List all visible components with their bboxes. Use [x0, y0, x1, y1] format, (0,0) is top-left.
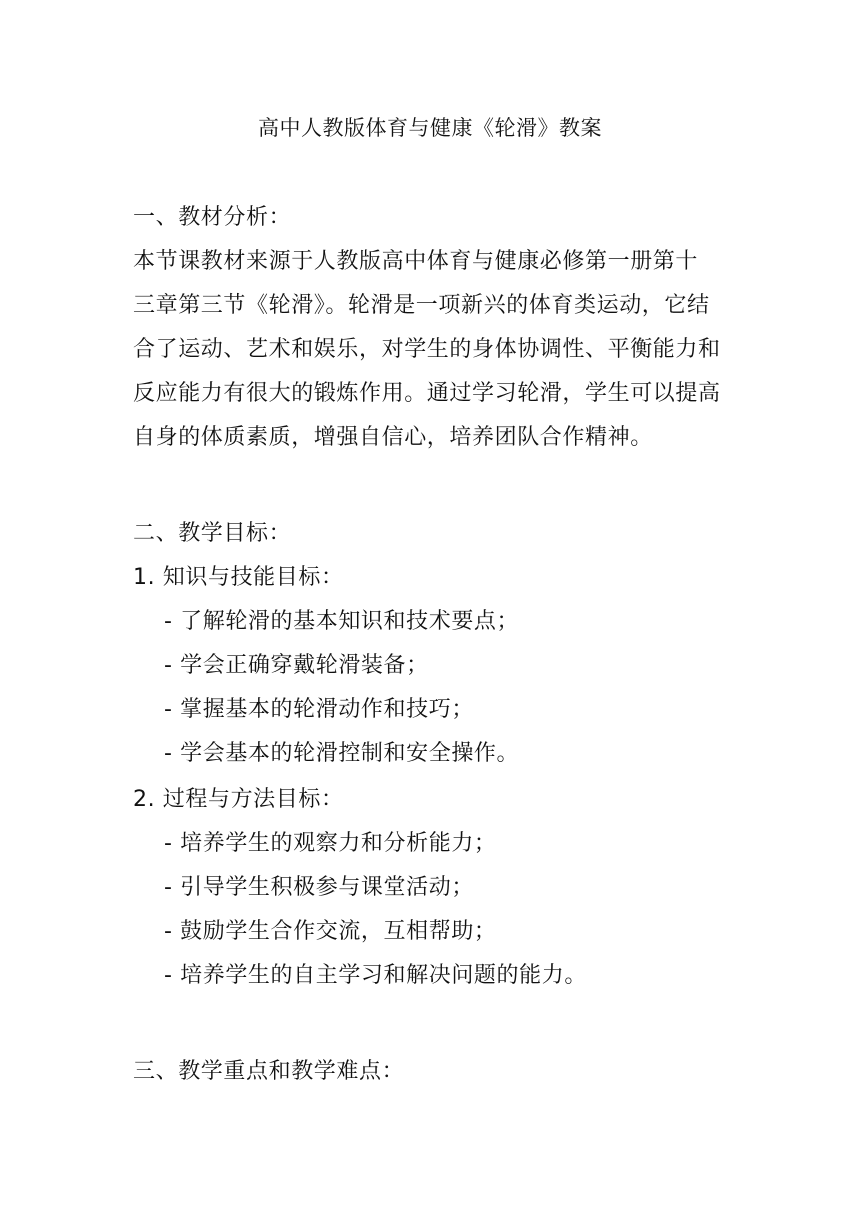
list-item: - 学会正确穿戴轮滑装备； — [164, 653, 429, 678]
list-item: - 掌握基本的轮滑动作和技巧； — [164, 697, 474, 722]
section-heading-focus: 三、教学重点和教学难点： — [133, 1059, 405, 1084]
section-heading-materials: 一、教材分析： — [133, 205, 292, 230]
paragraph-line: 合了运动、艺术和娱乐，对学生的身体协调性、平衡能力和 — [133, 337, 721, 362]
list-item: - 培养学生的自主学习和解决问题的能力。 — [164, 963, 587, 988]
list-item: - 鼓励学生合作交流，互相帮助； — [164, 919, 497, 944]
section-heading-goals: 二、教学目标： — [133, 521, 292, 546]
paragraph-line: 自身的体质素质，增强自信心，培养团队合作精神。 — [133, 425, 653, 450]
goal-label-knowledge: 1. 知识与技能目标： — [133, 565, 344, 590]
paragraph-line: 三章第三节《轮滑》。轮滑是一项新兴的体育类运动，它结 — [133, 293, 710, 318]
list-item: - 学会基本的轮滑控制和安全操作。 — [164, 741, 520, 766]
paragraph-line: 反应能力有很大的锻炼作用。通过学习轮滑，学生可以提高 — [133, 381, 721, 406]
goal-label-process: 2. 过程与方法目标： — [133, 787, 344, 812]
list-item: - 培养学生的观察力和分析能力； — [164, 831, 497, 856]
paragraph-line: 本节课教材来源于人教版高中体育与健康必修第一册第十 — [133, 249, 699, 274]
document-title: 高中人教版体育与健康《轮滑》教案 — [258, 116, 602, 140]
list-item: - 引导学生积极参与课堂活动； — [164, 875, 474, 900]
list-item: - 了解轮滑的基本知识和技术要点； — [164, 609, 520, 634]
